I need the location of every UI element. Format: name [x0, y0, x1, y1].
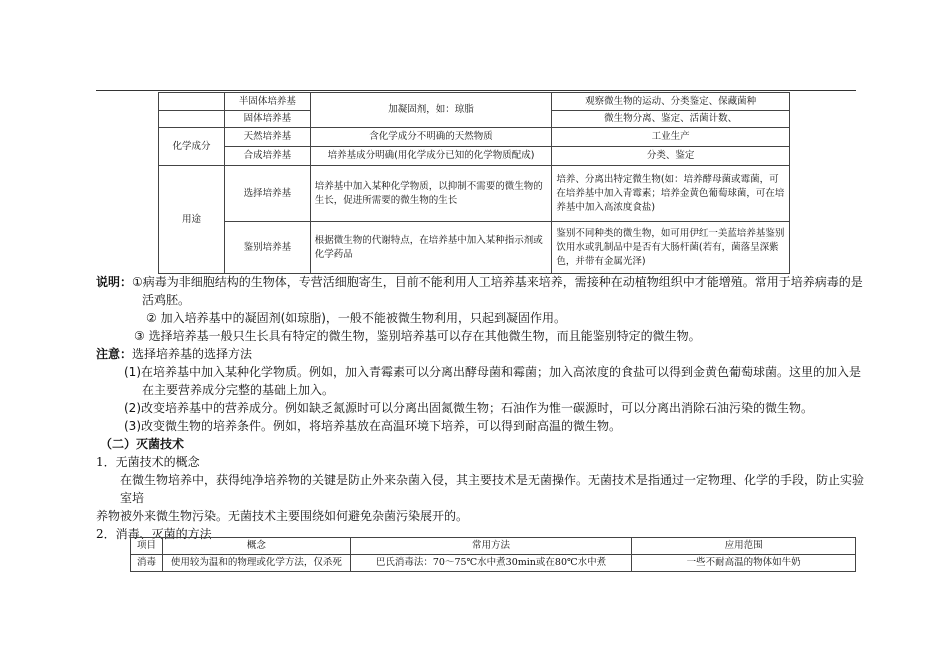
header-cell: 常用方法: [350, 538, 632, 555]
attention-label: 注意：: [96, 347, 133, 361]
cell: 固体培养基: [224, 111, 310, 128]
cell: 鉴别培养基: [224, 222, 310, 274]
method-2: (2)改变培养基中的营养成分。例如缺乏氮源时可以分离出固氮微生物；石油作为惟一碳源时，可以分离出消除石油污染的微生物。: [124, 401, 814, 415]
cell: 选择培养基: [224, 166, 310, 222]
cell: 化学成分: [159, 128, 225, 166]
subsection-2: 2．消毒、灭菌的方法: [96, 527, 212, 541]
note-block: [96, 273, 866, 543]
attention: [96, 345, 866, 363]
cell: 加凝固剂，如：琼脂: [310, 93, 552, 128]
cell: 分类、鉴定: [552, 147, 790, 166]
cell: [159, 93, 225, 111]
note-2: ② 加入培养基中的凝固剂(如琼脂)，一般不能被微生物利用，只起到凝固作用。: [146, 311, 566, 325]
attention-text: 选择培养基的选择方法: [132, 347, 253, 361]
cell: 巴氏消毒法：70～75℃水中煮30min或在80℃水中煮: [350, 555, 632, 572]
method-3: (3)改变微生物的培养条件。例如，将培养基放在高温环境下培养，可以得到耐高温的微生物。: [124, 419, 622, 433]
cell: 一些不耐高温的物体如牛奶: [632, 555, 856, 572]
note-1: [96, 273, 866, 291]
cell: 用途: [159, 166, 225, 274]
cell: 使用较为温和的物理或化学方法，仅杀死: [162, 555, 350, 572]
sterilization-table: [130, 537, 856, 572]
cell: 观察微生物的运动、分类鉴定、保藏菌种: [552, 93, 790, 111]
header-rule: [96, 90, 856, 91]
cell: 培养基中加入某种化学物质，以抑制不需要的微生物的生长，促进所需要的微生物的生长: [310, 166, 552, 222]
method-1: (1)在培养基中加入某种化学物质。例如，加入青霉素可以分离出酵母菌和霉菌；加入高浓度的食盐可以得到金黄色葡萄球菌。这里的加入是: [124, 365, 862, 379]
cell: 鉴别不同种类的微生物，如可用伊红一美蓝培养基鉴别饮用水或乳制品中是否有大肠杆菌(若有，菌落呈深紫色，并带有金属光泽): [552, 222, 790, 274]
cell: 根据微生物的代谢特点，在培养基中加入某种指示剂或化学药品: [310, 222, 552, 274]
cell: [159, 111, 225, 128]
subsection-1: 1．无菌技术的概念: [96, 455, 200, 469]
cell: 消毒: [131, 555, 163, 572]
cell: 含化学成分不明确的天然物质: [310, 128, 552, 147]
section-title: （二）灭菌技术: [100, 437, 185, 451]
cell: 微生物分离、鉴定、活菌计数、: [552, 111, 790, 128]
header-cell: 项目: [131, 538, 163, 555]
header-cell: 应用范围: [632, 538, 856, 555]
header-cell: 概念: [162, 538, 350, 555]
method-1-cont: 在主要营养成分完整的基础上加入。: [142, 383, 335, 397]
note-1-cont: 活鸡胚。: [142, 293, 191, 307]
cell: 培养基成分明确(用化学成分已知的化学物质配成): [310, 147, 552, 166]
note-3: ③ 选择培养基一般只生长具有特定的微生物，鉴别培养基可以存在其他微生物，而且能鉴别特定的微生物。: [134, 329, 701, 343]
note-text: ①病毒为非细胞结构的生物体，专营活细胞寄生，目前不能利用人工培养基来培养，需接种在动植物组织中才能增殖。常用于培养病毒的是: [132, 275, 863, 289]
medium-table: [158, 92, 790, 274]
note-label: 说明：: [96, 275, 133, 289]
cell: 天然培养基: [224, 128, 310, 147]
cell: 工业生产: [552, 128, 790, 147]
cell: 合成培养基: [224, 147, 310, 166]
paragraph: 在微生物培养中，获得纯净培养物的关键是防止外来杂菌入侵，其主要技术是无菌操作。无菌技术是指通过一定物理、化学的手段，防止实验室培: [120, 473, 865, 505]
paragraph-cont: 养物被外来微生物污染。无菌技术主要围绕如何避免杂菌污染展开的。: [96, 509, 469, 523]
cell: 半固体培养基: [224, 93, 310, 111]
cell: 培养、分离出特定微生物(如：培养酵母菌或霉菌，可在培养基中加入青霉素；培养金黄色葡萄球菌，可在培养基中加入高浓度食盐): [552, 166, 790, 222]
